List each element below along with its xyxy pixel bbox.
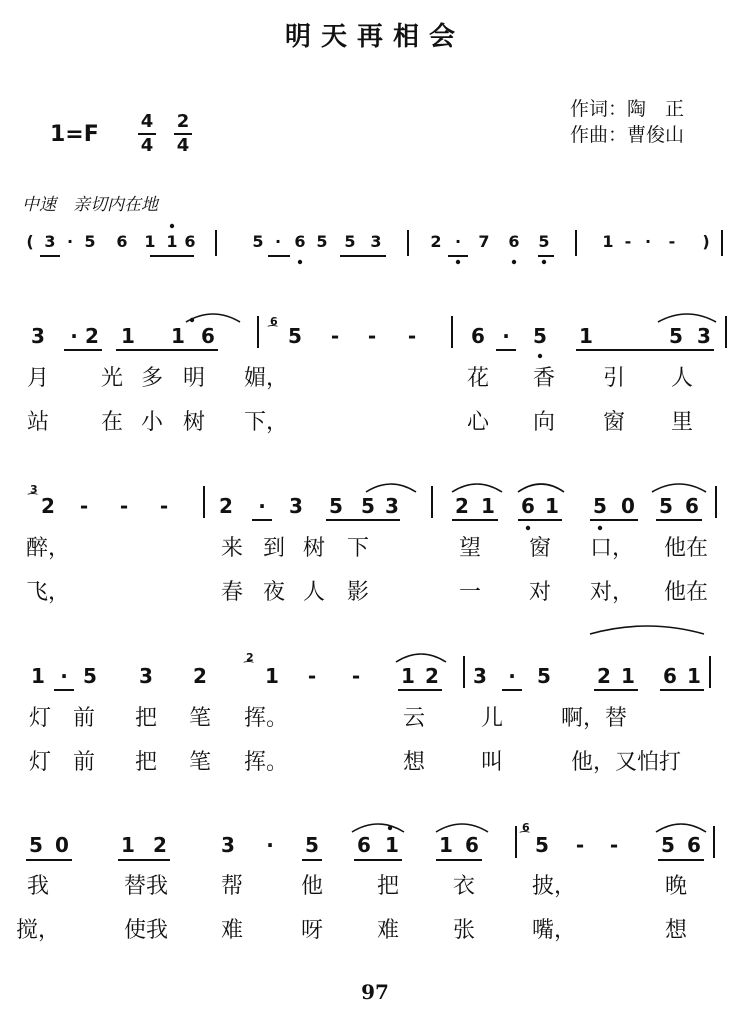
note: 5 xyxy=(593,494,607,518)
note: 1 xyxy=(545,494,559,518)
note: 3 xyxy=(473,664,487,688)
note: 2 xyxy=(193,664,207,688)
lyric: 笔 xyxy=(188,750,212,775)
bar-lines xyxy=(204,230,726,858)
note: 1 xyxy=(144,232,156,251)
note: 2 xyxy=(455,494,469,518)
lyric: 光 xyxy=(100,366,124,391)
lyric: 笔 xyxy=(188,706,212,731)
lyric: 把 xyxy=(134,706,158,731)
lyric: 树 xyxy=(302,536,326,561)
grace-note: 3 xyxy=(30,483,38,496)
note: 5 xyxy=(252,232,264,251)
time-sig-denominator: 4 xyxy=(140,135,154,156)
note: · xyxy=(258,494,266,518)
octave-dot xyxy=(542,260,546,264)
note: 1 xyxy=(171,324,185,348)
octave-dot xyxy=(170,224,174,228)
slur xyxy=(396,654,446,662)
note: 2 xyxy=(425,664,439,688)
song-title: 明天再相会 xyxy=(284,22,465,52)
lyric: 醉， xyxy=(25,536,71,561)
lyric: 把 xyxy=(134,750,158,775)
note: 5 xyxy=(288,324,302,348)
note: 3 xyxy=(370,232,382,251)
lyric: 使我 xyxy=(123,918,169,943)
lyric: 难 xyxy=(376,918,400,943)
note: - xyxy=(609,833,619,857)
octave-dot xyxy=(538,354,542,358)
lyric: 媚， xyxy=(243,366,289,391)
lyric: 心 xyxy=(466,410,490,435)
lyric: 向 xyxy=(532,410,556,435)
lyric: 啊，替 xyxy=(560,706,628,731)
note: 6 xyxy=(521,494,535,518)
lyric: 披， xyxy=(531,874,577,899)
lyric: 前 xyxy=(72,706,96,731)
note: 6 xyxy=(184,232,196,251)
note: - xyxy=(367,324,377,348)
note: 6 xyxy=(471,324,485,348)
lyric: 香 xyxy=(532,366,556,391)
time-sig-denominator: 4 xyxy=(176,135,190,156)
lyric: 儿 xyxy=(480,706,504,731)
time-sig-numerator: 4 xyxy=(140,111,154,132)
note: 5 xyxy=(361,494,375,518)
lyric: 一 xyxy=(458,580,482,605)
lyric: 想 xyxy=(402,750,426,775)
grace-note: 6 xyxy=(522,821,530,834)
note: 6 xyxy=(687,833,701,857)
lyric: 引 xyxy=(602,366,626,391)
grace-tie-mark: ⁀ xyxy=(268,325,278,338)
note: ( xyxy=(26,232,34,251)
note: · xyxy=(66,232,74,251)
slur xyxy=(658,314,716,322)
note: 1 xyxy=(439,833,453,857)
note: 5 xyxy=(84,232,96,251)
note: · xyxy=(274,232,282,251)
lyric: 多 xyxy=(140,366,164,391)
note: - xyxy=(351,664,361,688)
lyric: 把 xyxy=(376,874,400,899)
note: 5 xyxy=(659,494,673,518)
note: 6 xyxy=(201,324,215,348)
page-number: 97 xyxy=(361,980,389,1004)
note: 5 xyxy=(669,324,683,348)
note: - xyxy=(330,324,340,348)
lyric: 帮 xyxy=(220,874,244,899)
note: · xyxy=(60,664,68,688)
note: 2 xyxy=(219,494,233,518)
lyric: 影 xyxy=(346,580,370,605)
note: 2 xyxy=(597,664,611,688)
octave-dot xyxy=(298,260,302,264)
lyric: 呀 xyxy=(300,918,324,943)
note: 2 xyxy=(430,232,442,251)
octave-dot xyxy=(456,260,460,264)
note: 1 xyxy=(401,664,415,688)
note: 5 xyxy=(29,833,43,857)
note: 5 xyxy=(661,833,675,857)
note: 6 xyxy=(465,833,479,857)
note: 1 xyxy=(687,664,701,688)
lyric: 衣 xyxy=(452,874,476,899)
note: 5 xyxy=(329,494,343,518)
slur xyxy=(186,314,240,322)
note: 5 xyxy=(316,232,328,251)
note: - xyxy=(575,833,585,857)
note: 5 xyxy=(535,833,549,857)
note: · xyxy=(502,324,510,348)
lyric: 嘴， xyxy=(531,918,577,943)
lyric: 到 xyxy=(262,536,286,561)
lyric: 前 xyxy=(72,750,96,775)
composer-credit: 作曲：曹俊山 xyxy=(570,124,685,146)
note: - xyxy=(119,494,129,518)
note: 6 xyxy=(508,232,520,251)
note: 7 xyxy=(478,232,490,251)
note: 6 xyxy=(116,232,128,251)
slur xyxy=(352,824,404,832)
note: 1 xyxy=(385,833,399,857)
lyric: 他 xyxy=(300,874,324,899)
note: 1 xyxy=(621,664,635,688)
lyric: 春 xyxy=(220,580,244,605)
note: 2 xyxy=(41,494,55,518)
slur xyxy=(452,484,502,492)
note: 1 xyxy=(31,664,45,688)
note: ) xyxy=(702,232,710,251)
lyric: 想 xyxy=(664,918,688,943)
note: 6 xyxy=(685,494,699,518)
note: - xyxy=(159,494,169,518)
lyric: 他在 xyxy=(663,580,709,605)
lyric: 望 xyxy=(458,536,482,561)
lyric: 人 xyxy=(670,366,694,391)
note: 5 xyxy=(344,232,356,251)
note: 3 xyxy=(31,324,45,348)
lyric: 夜 xyxy=(262,580,286,605)
lyric: 在 xyxy=(100,410,124,435)
note: 3 xyxy=(385,494,399,518)
note: · xyxy=(266,833,274,857)
lyric: 对 xyxy=(528,580,552,605)
lyric: 站 xyxy=(26,410,50,435)
lyric: 小 xyxy=(140,410,164,435)
lyric: 晚 xyxy=(664,874,688,899)
slur xyxy=(366,484,416,492)
slur xyxy=(652,484,706,492)
note: 6 xyxy=(294,232,306,251)
lyric: 搅， xyxy=(15,918,61,943)
note: 1 xyxy=(265,664,279,688)
grace-note: 6 xyxy=(270,315,278,328)
note: 5 xyxy=(538,232,550,251)
note: 1 xyxy=(166,232,178,251)
octave-dot xyxy=(526,526,530,530)
grace-note: 2 xyxy=(246,651,254,664)
lyric: 张 xyxy=(452,918,476,943)
note: 3 xyxy=(221,833,235,857)
note: - xyxy=(624,232,632,251)
lyric: 里 xyxy=(670,410,694,435)
lyric: 叫 xyxy=(480,750,504,775)
note: 3 xyxy=(44,232,56,251)
lyric: 灯 xyxy=(28,706,52,731)
lyric: 我 xyxy=(26,874,50,899)
slur xyxy=(590,626,704,634)
slur xyxy=(656,824,706,832)
note: 5 xyxy=(305,833,319,857)
lyric: 下， xyxy=(243,410,289,435)
note: · xyxy=(508,664,516,688)
lyric: 挥。 xyxy=(243,706,289,731)
note: 3 xyxy=(289,494,303,518)
octave-dot xyxy=(190,318,194,322)
lyric: 难 xyxy=(220,918,244,943)
lyric: 替我 xyxy=(123,874,169,899)
lyric: 月 xyxy=(26,366,50,391)
note: 1 xyxy=(121,833,135,857)
note: - xyxy=(407,324,417,348)
lyric: 明 xyxy=(182,366,206,391)
note: 0 xyxy=(621,494,635,518)
note: - xyxy=(668,232,676,251)
lyric: 飞， xyxy=(25,580,71,605)
note: - xyxy=(307,664,317,688)
note: 3 xyxy=(697,324,711,348)
lyric: 口， xyxy=(589,536,635,561)
note: 2 xyxy=(85,324,99,348)
octave-dot xyxy=(598,526,602,530)
note: 6 xyxy=(663,664,677,688)
lyric: 对， xyxy=(589,580,635,605)
note: · xyxy=(644,232,652,251)
lyric: 花 xyxy=(466,366,490,391)
lyric: 他在 xyxy=(663,536,709,561)
lyric: 人 xyxy=(302,580,326,605)
grace-tie-mark: ⁀ xyxy=(28,493,38,506)
note: 3 xyxy=(139,664,153,688)
lyric: 来 xyxy=(220,536,244,561)
slur xyxy=(518,484,564,492)
lyric: 他，又怕打 xyxy=(570,750,682,775)
note: 5 xyxy=(533,324,547,348)
lyric: 挥。 xyxy=(243,750,289,775)
note: 5 xyxy=(83,664,97,688)
octave-dot xyxy=(388,826,392,830)
note: 2 xyxy=(153,833,167,857)
lyric: 下 xyxy=(346,536,370,561)
grace-tie-mark: ⁀ xyxy=(244,661,254,674)
lyric: 窗 xyxy=(528,536,552,561)
lyric: 窗 xyxy=(602,410,626,435)
octave-dot xyxy=(512,260,516,264)
note: 5 xyxy=(537,664,551,688)
lyric: 树 xyxy=(182,410,206,435)
tempo-marking: 中速 亲切内在地 xyxy=(22,195,158,215)
lyric: 云 xyxy=(402,706,426,731)
grace-tie-mark: ⁀ xyxy=(520,831,530,844)
note: 6 xyxy=(357,833,371,857)
lyricist-credit: 作词：陶 正 xyxy=(570,98,685,120)
lyric: 灯 xyxy=(28,750,52,775)
slur xyxy=(436,824,488,832)
note: · xyxy=(70,324,78,348)
note: 0 xyxy=(55,833,69,857)
note: 1 xyxy=(602,232,614,251)
note: 1 xyxy=(481,494,495,518)
note: 1 xyxy=(579,324,593,348)
time-sig-numerator: 2 xyxy=(176,111,190,132)
note: 1 xyxy=(121,324,135,348)
note: - xyxy=(79,494,89,518)
note: · xyxy=(454,232,462,251)
key-signature: 1=F xyxy=(50,122,99,147)
